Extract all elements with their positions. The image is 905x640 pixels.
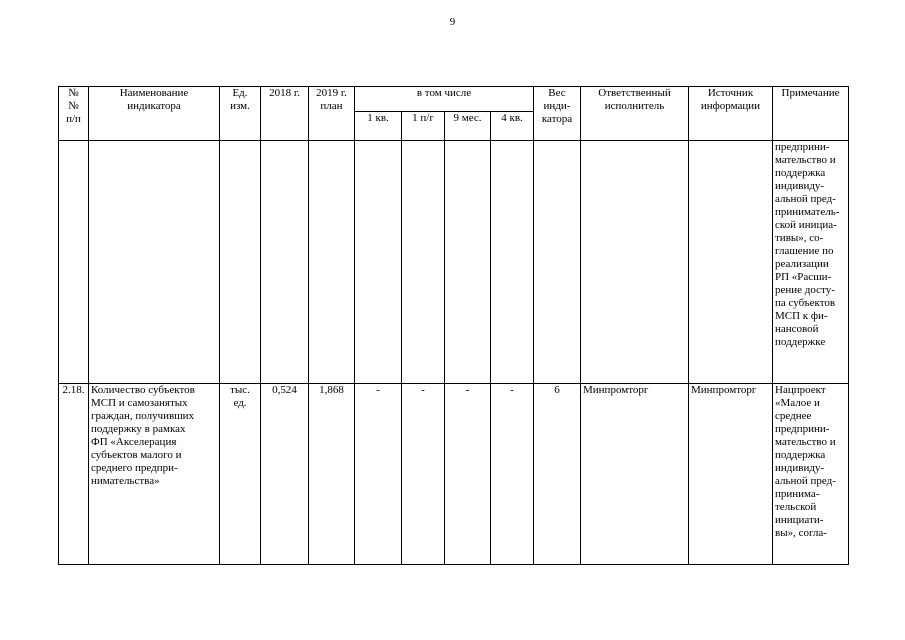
cell-q1: - bbox=[355, 384, 402, 565]
header-2018: 2018 г. bbox=[261, 87, 309, 141]
cell-weight bbox=[534, 141, 581, 384]
cell-note: предприни- мательство и поддержка индивиду- альной пред- приниматель- ской инициа- тивы», со- глашение по реализации РП «Расши- рение досту- па субъектов МСП к фи- нансовой поддержке bbox=[773, 141, 849, 384]
cell-2019 bbox=[309, 141, 355, 384]
cell-weight: 6 bbox=[534, 384, 581, 565]
header-including: в том числе bbox=[355, 87, 534, 112]
header-q4: 4 кв. bbox=[491, 112, 534, 141]
cell-q4: - bbox=[491, 384, 534, 565]
cell-name bbox=[89, 141, 220, 384]
cell-2018: 0,524 bbox=[261, 384, 309, 565]
header-source: Источник информации bbox=[689, 87, 773, 141]
cell-unit: тыс. ед. bbox=[220, 384, 261, 565]
cell-source bbox=[689, 141, 773, 384]
cell-responsible: Минпромторг bbox=[581, 384, 689, 565]
cell-9m bbox=[445, 141, 491, 384]
header-weight: Вес инди- катора bbox=[534, 87, 581, 141]
table-row bbox=[59, 384, 849, 565]
cell-q4 bbox=[491, 141, 534, 384]
cell-source: Минпромторг bbox=[689, 384, 773, 565]
header-note: Примечание bbox=[773, 87, 849, 141]
header-9m: 9 мес. bbox=[445, 112, 491, 141]
header-row-1 bbox=[59, 87, 849, 112]
cell-2019: 1,868 bbox=[309, 384, 355, 565]
header-h1: 1 п/г bbox=[402, 112, 445, 141]
cell-q1 bbox=[355, 141, 402, 384]
header-q1: 1 кв. bbox=[355, 112, 402, 141]
header-unit: Ед. изм. bbox=[220, 87, 261, 141]
cell-h1 bbox=[402, 141, 445, 384]
cell-9m: - bbox=[445, 384, 491, 565]
cell-responsible bbox=[581, 141, 689, 384]
cell-h1: - bbox=[402, 384, 445, 565]
header-responsible: Ответственный исполнитель bbox=[581, 87, 689, 141]
cell-num: 2.18. bbox=[59, 384, 89, 565]
indicators-table bbox=[58, 86, 849, 565]
header-num: № № п/п bbox=[59, 87, 89, 141]
table-row bbox=[59, 141, 849, 384]
page-number: 9 bbox=[449, 16, 456, 28]
cell-note: Нацпроект «Малое и среднее предприни- мательство и поддержка индивиду- альной пред- принима- тельской инициати- вы», согла- bbox=[773, 384, 849, 565]
cell-unit bbox=[220, 141, 261, 384]
cell-num bbox=[59, 141, 89, 384]
cell-name: Количество субъектов МСП и самозанятых граждан, получивших поддержку в рамках ФП «Акселерация субъектов малого и среднего предпри- нимательства» bbox=[89, 384, 220, 565]
cell-2018 bbox=[261, 141, 309, 384]
header-name: Наименование индикатора bbox=[89, 87, 220, 141]
header-2019-plan: 2019 г. план bbox=[309, 87, 355, 141]
